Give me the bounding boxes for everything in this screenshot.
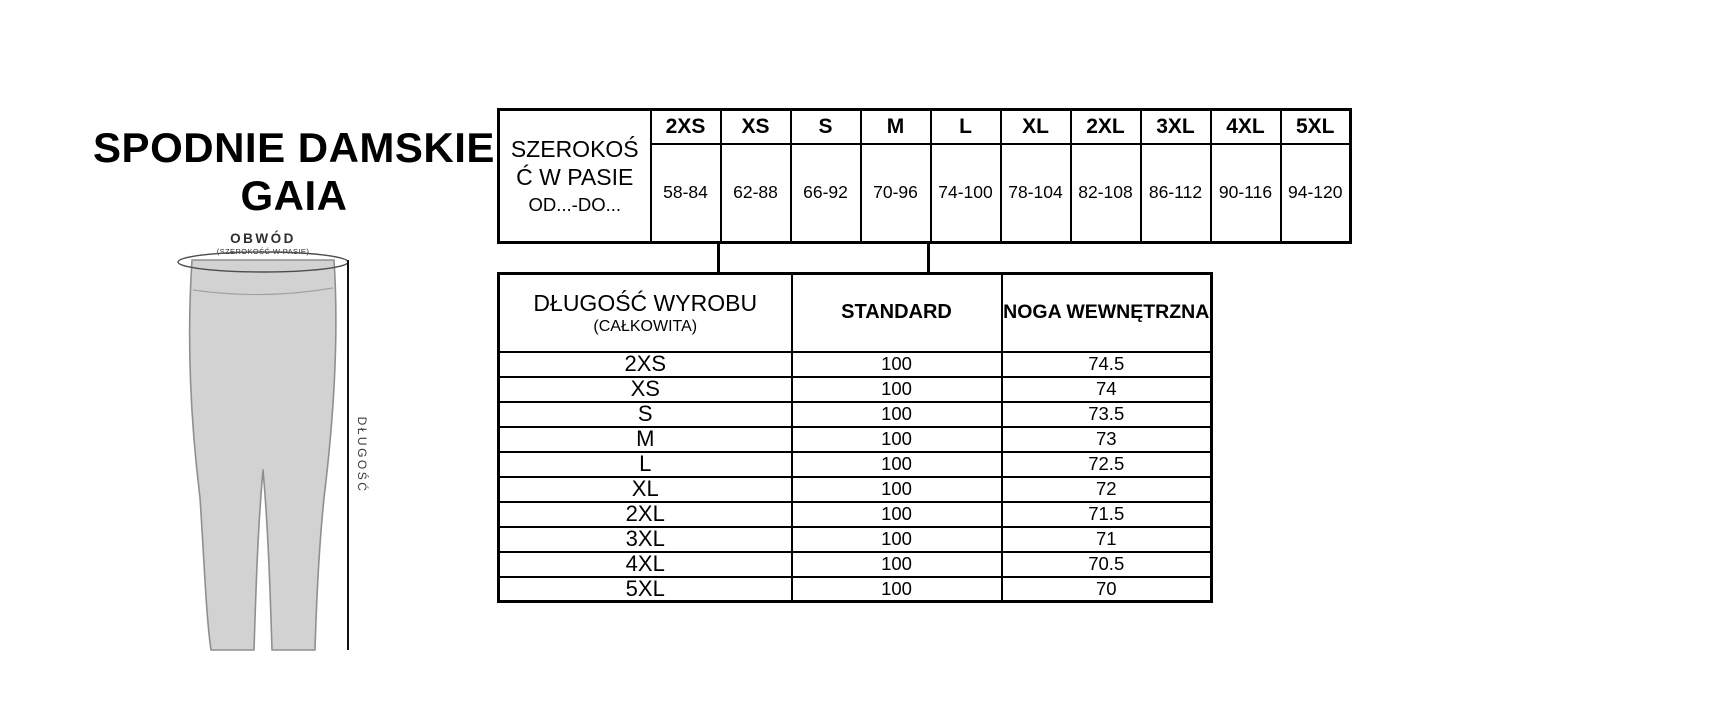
waist-table-header-sub: OD...-DO... bbox=[528, 193, 621, 215]
inner-leg-cell: 73 bbox=[1002, 427, 1212, 452]
inner-leg-cell: 74.5 bbox=[1002, 352, 1212, 377]
inner-leg-cell: 71 bbox=[1002, 527, 1212, 552]
size-cell: S bbox=[499, 402, 792, 427]
waist-table-header-label: SZEROKOŚĆ W PASIE bbox=[510, 136, 639, 190]
size-cell: 5XL bbox=[499, 577, 792, 602]
pants-shape bbox=[190, 260, 336, 650]
inner-leg-cell: 70.5 bbox=[1002, 552, 1212, 577]
size-label-cell: 3XL bbox=[1141, 110, 1211, 144]
length-table-header-col3 bbox=[1002, 274, 1212, 352]
product-title-line-1: SPODNIE DAMSKIE bbox=[93, 124, 495, 171]
table-row bbox=[499, 577, 1212, 602]
size-cell: 2XL bbox=[499, 502, 792, 527]
size-label-cell: 2XL bbox=[1071, 110, 1141, 144]
standard-cell: 100 bbox=[792, 402, 1002, 427]
table-row bbox=[499, 352, 1212, 377]
inner-leg-cell: 72.5 bbox=[1002, 452, 1212, 477]
size-label-cell: XS bbox=[721, 110, 791, 144]
inner-leg-cell: 72 bbox=[1002, 477, 1212, 502]
waist-range-cell: 66-92 bbox=[791, 144, 861, 243]
size-label-cell: L bbox=[931, 110, 1001, 144]
standard-cell: 100 bbox=[792, 527, 1002, 552]
size-cell: XS bbox=[499, 377, 792, 402]
length-col2-label: STANDARD bbox=[841, 301, 952, 324]
size-cell: M bbox=[499, 427, 792, 452]
waist-range-cell: 82-108 bbox=[1071, 144, 1141, 243]
size-cell: XL bbox=[499, 477, 792, 502]
size-cell: L bbox=[499, 452, 792, 477]
length-table-header-col2 bbox=[792, 274, 1002, 352]
length-col1-label: DŁUGOŚĆ WYROBU bbox=[533, 289, 758, 316]
waist-range-cell: 70-96 bbox=[861, 144, 931, 243]
waist-range-cell: 86-112 bbox=[1141, 144, 1211, 243]
length-table-header-col1 bbox=[499, 274, 792, 352]
waist-size-table bbox=[497, 108, 1352, 244]
standard-cell: 100 bbox=[792, 502, 1002, 527]
size-cell: 4XL bbox=[499, 552, 792, 577]
size-label-cell: XL bbox=[1001, 110, 1071, 144]
product-title-line-2: GAIA bbox=[240, 171, 348, 219]
size-cell: 3XL bbox=[499, 527, 792, 552]
size-label-cell: 2XS bbox=[651, 110, 721, 144]
waist-range-cell: 74-100 bbox=[931, 144, 1001, 243]
standard-cell: 100 bbox=[792, 577, 1002, 602]
length-table bbox=[497, 272, 1213, 603]
table-row bbox=[499, 527, 1212, 552]
standard-cell: 100 bbox=[792, 377, 1002, 402]
size-cell: 2XS bbox=[499, 352, 792, 377]
waist-range-cell: 58-84 bbox=[651, 144, 721, 243]
table-row bbox=[499, 402, 1212, 427]
standard-cell: 100 bbox=[792, 552, 1002, 577]
inner-leg-cell: 71.5 bbox=[1002, 502, 1212, 527]
size-label-cell: M bbox=[861, 110, 931, 144]
pants-diagram bbox=[176, 226, 376, 666]
inner-leg-cell: 74 bbox=[1002, 377, 1212, 402]
table-connector-line bbox=[717, 244, 720, 273]
table-row bbox=[499, 452, 1212, 477]
size-label-cell: S bbox=[791, 110, 861, 144]
waist-table-header-cell bbox=[499, 110, 651, 243]
table-row bbox=[499, 427, 1212, 452]
table-connector-line bbox=[927, 244, 930, 273]
waist-range-cell: 94-120 bbox=[1281, 144, 1351, 243]
waist-range-cell: 90-116 bbox=[1211, 144, 1281, 243]
size-label-cell: 4XL bbox=[1211, 110, 1281, 144]
table-row bbox=[499, 377, 1212, 402]
inner-leg-cell: 70 bbox=[1002, 577, 1212, 602]
table-row bbox=[499, 110, 1351, 144]
waist-circumference-label: OBWÓD bbox=[230, 231, 296, 246]
length-label: DŁUGOŚĆ bbox=[355, 416, 369, 494]
table-row bbox=[499, 552, 1212, 577]
waist-range-cell: 78-104 bbox=[1001, 144, 1071, 243]
standard-cell: 100 bbox=[792, 452, 1002, 477]
table-row bbox=[499, 502, 1212, 527]
waist-range-cell: 62-88 bbox=[721, 144, 791, 243]
length-col3-label: NOGA WEWNĘTRZNA bbox=[1003, 301, 1210, 324]
standard-cell: 100 bbox=[792, 477, 1002, 502]
inner-leg-cell: 73.5 bbox=[1002, 402, 1212, 427]
size-label-cell: 5XL bbox=[1281, 110, 1351, 144]
table-row bbox=[499, 274, 1212, 352]
standard-cell: 100 bbox=[792, 352, 1002, 377]
table-row bbox=[499, 477, 1212, 502]
product-title bbox=[92, 124, 496, 220]
waist-width-sublabel: (SZEROKOŚĆ W PASIE) bbox=[216, 247, 310, 256]
standard-cell: 100 bbox=[792, 427, 1002, 452]
length-col1-sublabel: (CAŁKOWITA) bbox=[593, 317, 698, 335]
